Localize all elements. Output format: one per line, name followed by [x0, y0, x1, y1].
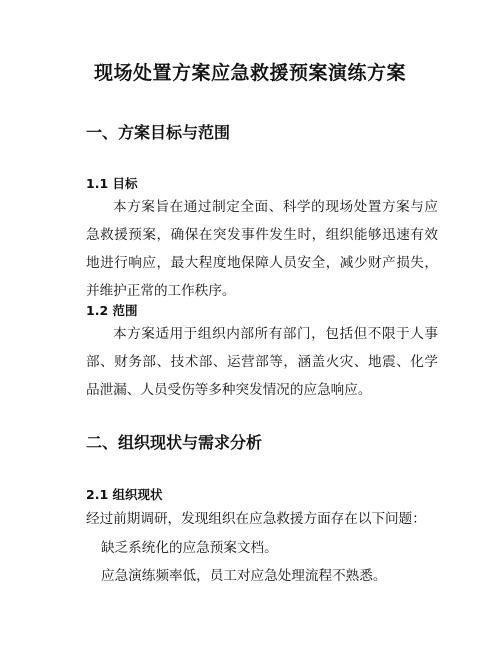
paragraph-goal: 本方案旨在通过制定全面、科学的现场处置方案与应急救援预案，确保在突发事件发生时，组织能够迅速有效地进行响应，最大程度地保障人员安全，减少财产损失，并维护正常的工作秩序。 — [86, 199, 438, 299]
paragraph-org-status-intro: 经过前期调研，发现组织在应急救援方面存在以下问题： — [86, 511, 426, 527]
section-heading-status-analysis: 二、组织现状与需求分析 — [86, 433, 263, 452]
subsection-heading-goal: 1.1 目标 — [86, 176, 138, 191]
list-item: 应急演练频率低，员工对应急处理流程不熟悉。 — [101, 568, 387, 584]
list-item: 缺乏系统化的应急预案文档。 — [101, 540, 278, 556]
subsection-heading-org-status: 2.1 组织现状 — [86, 487, 163, 502]
section-heading-goals-scope: 一、方案目标与范围 — [86, 123, 231, 142]
subsection-heading-scope: 1.2 范围 — [86, 303, 138, 318]
document-title: 现场处置方案应急救援预案演练方案 — [93, 62, 406, 84]
paragraph-scope: 本方案适用于组织内部所有部门，包括但不限于人事部、财务部、技术部、运营部等，涵盖火灾、地震、化学品泄漏、人员受伤等多种突发情况的应急响应。 — [86, 326, 438, 398]
